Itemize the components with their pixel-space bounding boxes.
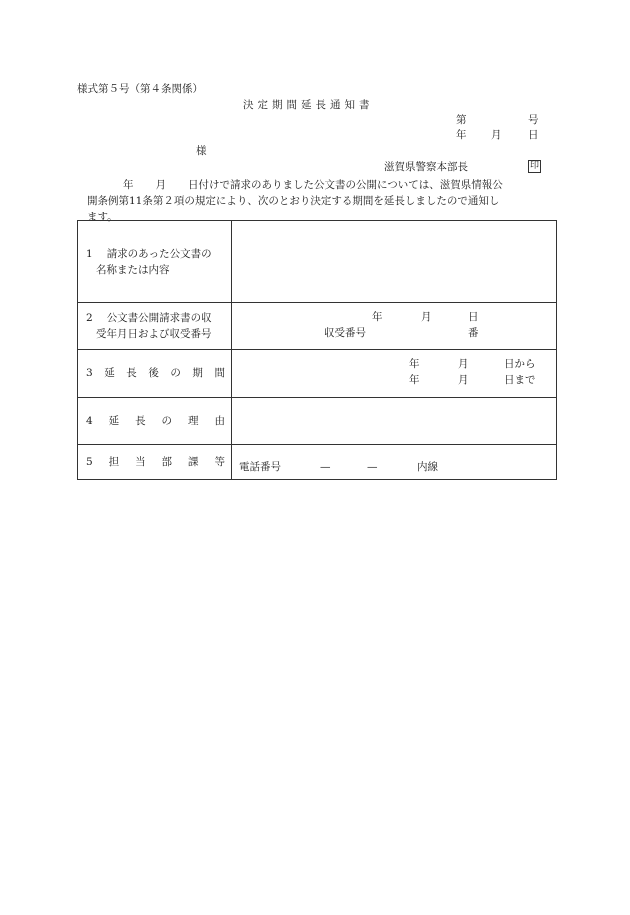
to-day: 日まで — [504, 374, 536, 386]
value-cell-document — [232, 221, 557, 303]
body-line-2: 開条例第11条第２項の規定により、次のとおり決定する期間を延長しましたので通知し — [87, 195, 500, 207]
reason-label-char: 理 — [188, 415, 199, 427]
label-cell-period — [78, 350, 232, 398]
form-number: 様式第５号（第４条関係） — [77, 83, 203, 95]
notice-paragraph — [87, 177, 557, 225]
department-label-char: 当 — [135, 456, 146, 468]
table-row-document — [78, 221, 557, 303]
receipt-day: 日 — [468, 311, 479, 323]
department-label-char: 課 — [188, 456, 199, 468]
department-label-char: 担 — [108, 456, 120, 468]
to-year: 年 — [409, 374, 420, 386]
phone-dash-1: — — [320, 461, 331, 473]
from-month: 月 — [458, 358, 469, 370]
issuer-name: 滋賀県警察本部長 — [384, 161, 468, 173]
label-cell-reason — [78, 398, 232, 445]
value-cell-reason — [232, 398, 557, 445]
table-row-receipt — [78, 303, 557, 350]
value-cell-period — [232, 350, 557, 398]
to-month: 月 — [458, 374, 469, 386]
document-label-line-2: 名称または内容 — [96, 264, 170, 276]
department-label-char: 部 — [161, 456, 173, 468]
body-line-3: ます。 — [87, 211, 118, 223]
body-month: 月 — [155, 179, 166, 191]
body-year: 年 — [123, 179, 134, 191]
seal-mark: 印 — [530, 161, 540, 171]
label-cell-receipt — [78, 303, 232, 350]
document-label-line-1: 請求のあった公文書の — [106, 248, 212, 260]
receipt-label-line-2: 受年月日および収受番号 — [96, 328, 212, 340]
date-year: 年 — [456, 129, 467, 141]
date-day: 日 — [528, 129, 539, 141]
receipt-label-line-1: 公文書公開請求書の収 — [106, 312, 212, 324]
value-cell-receipt — [232, 303, 557, 350]
department-label-char: 等 — [214, 456, 225, 468]
row-number-4: 4 — [86, 415, 93, 427]
receipt-number-suffix: 番 — [468, 327, 479, 339]
extension-details-table — [77, 220, 557, 480]
phone-label: 電話番号 — [239, 461, 281, 473]
body-line-1: 日付けで請求のありました公文書の公開については、滋賀県情報公 — [188, 179, 503, 191]
receipt-year: 年 — [372, 311, 383, 323]
from-year: 年 — [409, 358, 420, 370]
row-number-3: 3 — [86, 367, 93, 379]
label-cell-document — [78, 221, 232, 303]
number-suffix: 号 — [528, 114, 539, 126]
period-label-char: 間 — [214, 367, 225, 379]
receipt-month: 月 — [421, 311, 432, 323]
document-title: 決定期間延長通知書 — [243, 99, 374, 111]
value-cell-department — [232, 445, 557, 480]
period-label-char: 期 — [192, 367, 203, 379]
label-cell-department — [78, 445, 232, 480]
number-prefix: 第 — [456, 114, 467, 126]
reason-label-char: 由 — [214, 415, 225, 427]
period-label-char: 延 — [104, 367, 115, 379]
table-row-period — [78, 350, 557, 398]
period-label-char: の — [170, 367, 181, 379]
row-number-1: 1 — [86, 248, 93, 260]
table-row-department — [78, 445, 557, 480]
reason-label-char: 延 — [108, 415, 120, 427]
row-number-2: 2 — [86, 312, 93, 324]
reason-label-char: の — [161, 415, 173, 427]
recipient-suffix: 様 — [196, 145, 207, 157]
phone-dash-2: — — [367, 461, 378, 473]
reason-label-char: 長 — [135, 415, 146, 427]
from-day: 日から — [504, 358, 536, 370]
row-number-5: 5 — [86, 456, 93, 468]
period-label-char: 長 — [126, 367, 137, 379]
receipt-number-label: 収受番号 — [324, 327, 366, 339]
extension-label: 内線 — [417, 461, 438, 473]
table-row-reason — [78, 398, 557, 445]
period-label-char: 後 — [148, 367, 159, 379]
date-month: 月 — [491, 129, 502, 141]
